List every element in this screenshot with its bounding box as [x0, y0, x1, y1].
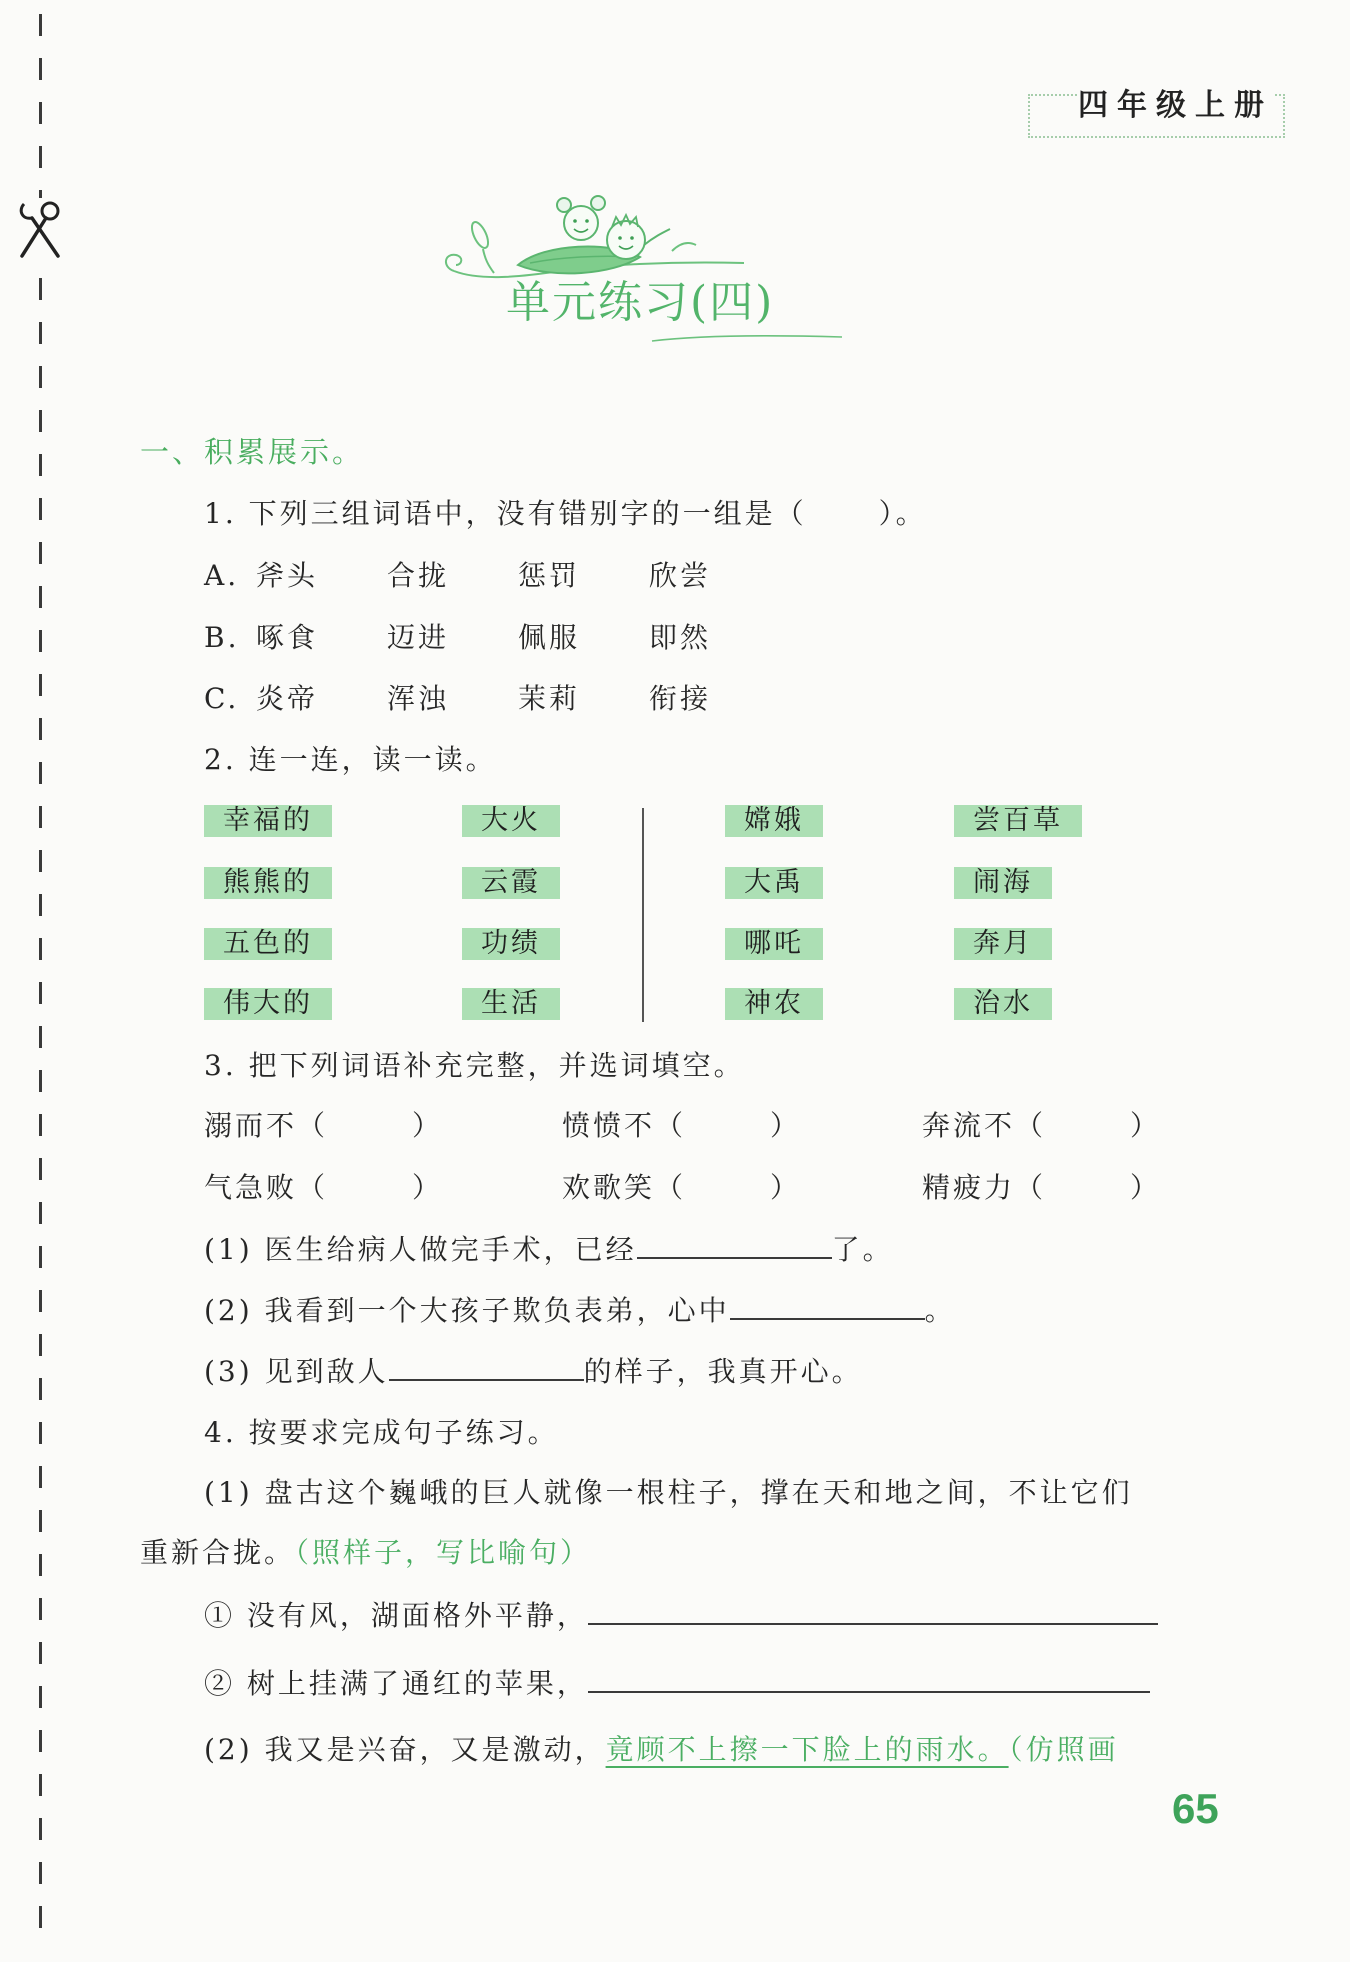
match-modifier-box: 五色的: [204, 928, 332, 960]
girl-pigtail-right: [591, 196, 605, 210]
match-deed-box: 治水: [954, 988, 1052, 1020]
idiom-blank: [562, 1170, 801, 1206]
answer-underline: [588, 1665, 1150, 1693]
question-4-stem: 4. 按要求完成句子练习。: [204, 1416, 559, 1449]
option-row-c: [204, 681, 780, 717]
grade-label: 四年级上册: [1078, 88, 1273, 123]
idiom-close-paren: ）: [1130, 1109, 1162, 1142]
sentence-text: 了。: [831, 1233, 894, 1266]
option-word: 浑浊: [387, 682, 450, 715]
idiom-text: 精疲力（: [922, 1171, 1047, 1204]
idiom-blank: [204, 1170, 443, 1206]
instruction-text: （仿照画: [1008, 1733, 1119, 1766]
match-deed-box: 尝百草: [954, 805, 1082, 837]
option-label: B.: [204, 621, 240, 654]
match-modifier-box: 伟大的: [204, 988, 332, 1020]
girl-head: [564, 206, 598, 240]
highlighted-phrase: 竟顾不上擦一下脸上的雨水。: [605, 1733, 1009, 1766]
option-word: 炎帝: [256, 682, 319, 715]
question-1-end: ）。: [878, 497, 927, 530]
option-word: 衔接: [649, 682, 712, 715]
example-sentence-line-2: [140, 1535, 591, 1571]
fill-sentence-2: [204, 1292, 956, 1329]
question-3-stem: 3. 把下列词语补充完整，并选词填空。: [204, 1049, 745, 1082]
example-sentence-2: [204, 1732, 1119, 1768]
question-1-text: 1. 下列三组词语中，没有错别字的一组是（: [204, 497, 807, 530]
idiom-text: 气急败（: [204, 1171, 329, 1204]
option-word: 斧头: [256, 559, 319, 592]
scissors-icon: [14, 198, 68, 262]
answer-underline: [588, 1597, 1158, 1625]
practice-text: ② 树上挂满了通红的苹果，: [204, 1667, 588, 1700]
option-word: 即然: [649, 621, 712, 654]
sentence-text: (2) 我又是兴奋，又是激动，: [204, 1733, 606, 1766]
practice-item-2: [204, 1665, 1150, 1702]
page-number: 65: [1172, 1785, 1219, 1832]
option-word: 欣尝: [649, 559, 712, 592]
match-name-box: 神农: [725, 988, 823, 1020]
practice-item-1: [204, 1597, 1158, 1634]
option-row-b: [204, 620, 780, 656]
option-word: 佩服: [518, 621, 581, 654]
match-noun-box: 功绩: [462, 928, 560, 960]
grade-label-box: [1028, 88, 1285, 138]
sentence-text: (2) 我看到一个大孩子欺负表弟，心中: [204, 1294, 730, 1327]
idiom-blank: [922, 1108, 1161, 1144]
instruction-text: （照样子，写比喻句）: [295, 1536, 592, 1569]
match-divider: [642, 808, 644, 1022]
answer-underline: [389, 1353, 584, 1381]
match-noun-box: 大火: [462, 805, 560, 837]
sentence-text: (1) 医生给病人做完手术，已经: [204, 1233, 637, 1266]
fill-sentence-1: [204, 1231, 894, 1268]
idiom-close-paren: ）: [1130, 1171, 1162, 1204]
example-sentence-end: 重新合拢。: [140, 1536, 296, 1569]
idiom-close-paren: ）: [770, 1171, 802, 1204]
section-heading: 一、积累展示。: [140, 435, 365, 469]
sentence-text: (3) 见到敌人: [204, 1355, 389, 1388]
idiom-blank: [922, 1170, 1161, 1206]
match-noun-box: 生活: [462, 988, 560, 1020]
option-word: 茉莉: [518, 682, 581, 715]
idiom-close-paren: ）: [412, 1109, 444, 1142]
option-word: 啄食: [256, 621, 319, 654]
match-deed-box: 奔月: [954, 928, 1052, 960]
practice-text: ① 没有风，湖面格外平静，: [204, 1599, 588, 1632]
match-modifier-box: 熊熊的: [204, 867, 332, 899]
option-label: A.: [204, 559, 240, 592]
idiom-text: 奔流不（: [922, 1109, 1047, 1142]
answer-underline: [637, 1231, 832, 1259]
match-name-box: 哪吒: [725, 928, 823, 960]
sentence-text: 的样子，我真开心。: [583, 1355, 863, 1388]
option-word: 迈进: [387, 621, 450, 654]
option-word: 合拢: [387, 559, 450, 592]
match-name-box: 大禹: [725, 867, 823, 899]
question-1-stem: [204, 496, 927, 532]
idiom-blank: [204, 1108, 443, 1144]
option-row-a: [204, 558, 780, 594]
match-name-box: 嫦娥: [725, 805, 823, 837]
idiom-text: 愤愤不（: [562, 1109, 687, 1142]
idiom-text: 欢歌笑（: [562, 1171, 687, 1204]
match-deed-box: 闹海: [954, 867, 1052, 899]
option-label: C.: [204, 682, 240, 715]
cut-line: [39, 14, 42, 1944]
option-word: 惩罚: [518, 559, 581, 592]
small-leaf: [469, 220, 492, 250]
idiom-blank: [562, 1108, 801, 1144]
idiom-close-paren: ）: [770, 1109, 802, 1142]
example-sentence-line-1: (1) 盘古这个巍峨的巨人就像一根柱子，撑在天和地之间，不让它们: [204, 1476, 1133, 1509]
fill-sentence-3: [204, 1353, 863, 1390]
idiom-text: 溺而不（: [204, 1109, 329, 1142]
page-title: 单元练习(四): [506, 277, 775, 328]
match-modifier-box: 幸福的: [204, 805, 332, 837]
match-noun-box: 云霞: [462, 867, 560, 899]
question-2-stem: 2. 连一连，读一读。: [204, 743, 497, 776]
title-swoosh: [652, 336, 842, 341]
answer-underline: [730, 1292, 925, 1320]
idiom-close-paren: ）: [412, 1171, 444, 1204]
vine-curl: [446, 255, 461, 271]
sentence-text: 。: [924, 1294, 956, 1327]
